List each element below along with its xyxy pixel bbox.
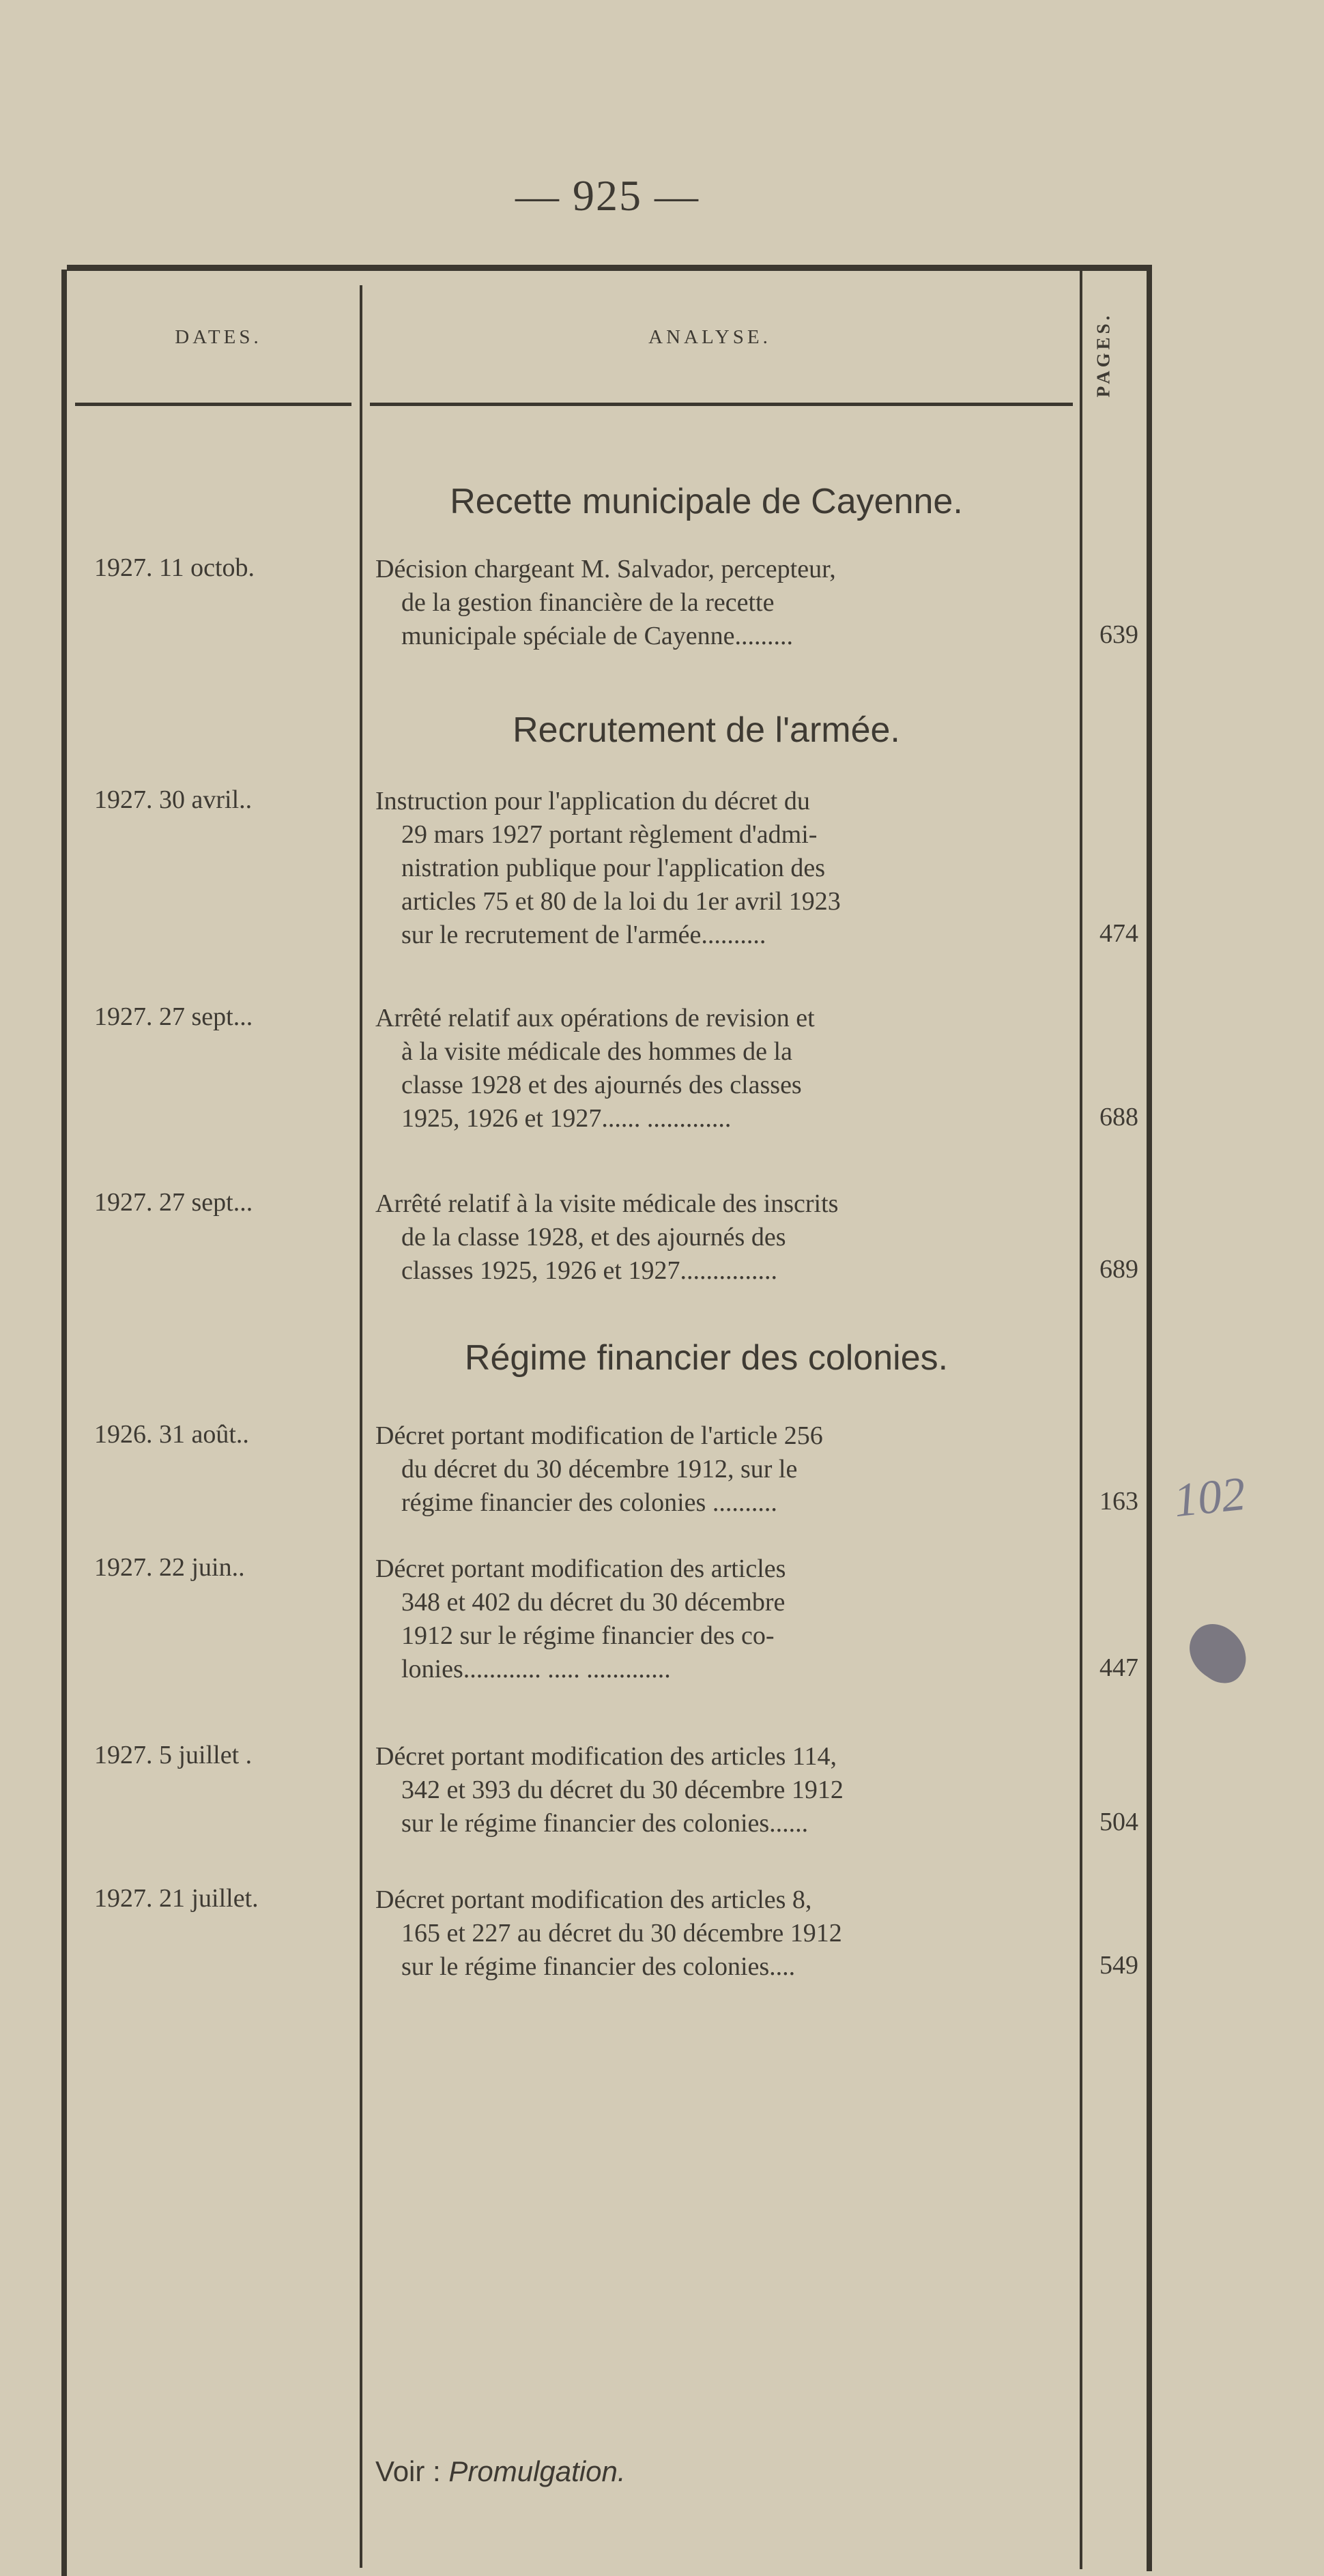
entry-date: 1926. 31 août.. [94, 1420, 249, 1449]
entry-line: de la classe 1928, et des ajournés des [401, 1223, 786, 1251]
entry-page: 688 [1099, 1103, 1138, 1131]
entry-date: 1927. 22 juin.. [94, 1553, 245, 1582]
see-also [375, 2455, 626, 2488]
table-right-rule [1147, 265, 1152, 2571]
section-title: Régime financier des colonies. [464, 1338, 949, 1378]
entry-analysis [375, 1187, 1044, 1288]
entry-date: 1927. 11 octob. [94, 553, 255, 582]
entry-line: Arrêté relatif aux opérations de revision et [375, 1004, 815, 1032]
entry-line: de la gestion financière de la recette [401, 588, 775, 617]
entry-line: 342 et 393 du décret du 30 décembre 1912 [401, 1776, 844, 1804]
see-also-target: Promulgation. [448, 2455, 626, 2487]
entry-date: 1927. 5 juillet . [94, 1741, 253, 1769]
entry-line: Décision chargeant M. Salvador, percepteur, [375, 555, 836, 583]
entry-analysis [375, 1883, 1044, 1984]
entry-analysis [375, 1419, 1044, 1520]
margin-note: 102 [1171, 1467, 1248, 1528]
entry-line: à la visite médicale des hommes de la [401, 1037, 792, 1066]
header-analyse: ANALYSE. [648, 326, 771, 348]
entry-page: 163 [1099, 1487, 1138, 1516]
entry-line: lonies............ ..... ............. [401, 1655, 671, 1683]
entry-page: 504 [1099, 1808, 1138, 1836]
entry-line: municipale spéciale de Cayenne......... [401, 622, 794, 650]
entry-line: articles 75 et 80 de la loi du 1er avril 1923 [401, 887, 841, 916]
entry-line: 165 et 227 au décret du 30 décembre 1912 [401, 1919, 842, 1948]
entry-date: 1927. 27 sept... [94, 1002, 253, 1031]
entry-page: 474 [1099, 919, 1138, 948]
entry-line: Décret portant modification de l'article 256 [375, 1421, 823, 1450]
header-rule-left [75, 403, 351, 406]
entry-page: 639 [1099, 620, 1138, 649]
entry-date: 1927. 21 juillet. [94, 1884, 259, 1913]
pages-column-rule [1080, 270, 1082, 2569]
see-also-label: Voir : [375, 2455, 441, 2487]
entry-line: 1925, 1926 et 1927...... ............. [401, 1104, 732, 1133]
entry-date: 1927. 27 sept... [94, 1188, 253, 1217]
entry-line: sur le régime financier des colonies.... [401, 1952, 796, 1981]
date-column-rule [360, 285, 362, 2568]
entry-page: 549 [1099, 1951, 1138, 1980]
entry-line: Arrêté relatif à la visite médicale des inscrits [375, 1189, 839, 1218]
entry-line: Décret portant modification des articles 8, [375, 1885, 812, 1914]
ink-stain [1179, 1615, 1258, 1692]
section-title: Recrutement de l'armée. [513, 710, 900, 750]
entry-analysis [375, 553, 1044, 653]
entry-analysis [375, 1002, 1044, 1135]
table-left-rule [61, 270, 67, 2576]
entry-line: Instruction pour l'application du décret du [375, 787, 810, 815]
entry-analysis [375, 1552, 1044, 1686]
entry-line: classes 1925, 1926 et 1927............... [401, 1256, 777, 1285]
entry-line: sur le recrutement de l'armée.......... [401, 921, 766, 949]
header-rule-right [370, 403, 1073, 406]
header-pages: PAGES. [1093, 312, 1114, 398]
entry-analysis [375, 1740, 1044, 1840]
entry-page: 447 [1099, 1653, 1138, 1682]
entry-line: régime financier des colonies .......... [401, 1488, 777, 1517]
entry-line: classe 1928 et des ajournés des classes [401, 1071, 802, 1099]
entry-date: 1927. 30 avril.. [94, 785, 253, 814]
entry-analysis [375, 785, 1044, 952]
entry-line: 29 mars 1927 portant règlement d'admi- [401, 820, 818, 849]
header-dates: DATES. [175, 326, 262, 348]
entry-line: du décret du 30 décembre 1912, sur le [401, 1455, 798, 1484]
entry-line: 1912 sur le régime financier des co- [401, 1621, 775, 1650]
page-number: — 925 — [515, 171, 700, 220]
entry-line: nistration publique pour l'application des [401, 854, 826, 882]
entry-line: 348 et 402 du décret du 30 décembre [401, 1588, 786, 1617]
table-top-rule [67, 265, 1152, 271]
entry-page: 689 [1099, 1255, 1138, 1284]
section-title: Recette municipale de Cayenne. [450, 482, 963, 521]
entry-line: Décret portant modification des articles [375, 1554, 786, 1583]
entry-line: Décret portant modification des articles 114, [375, 1742, 837, 1771]
entry-line: sur le régime financier des colonies...... [401, 1809, 809, 1838]
